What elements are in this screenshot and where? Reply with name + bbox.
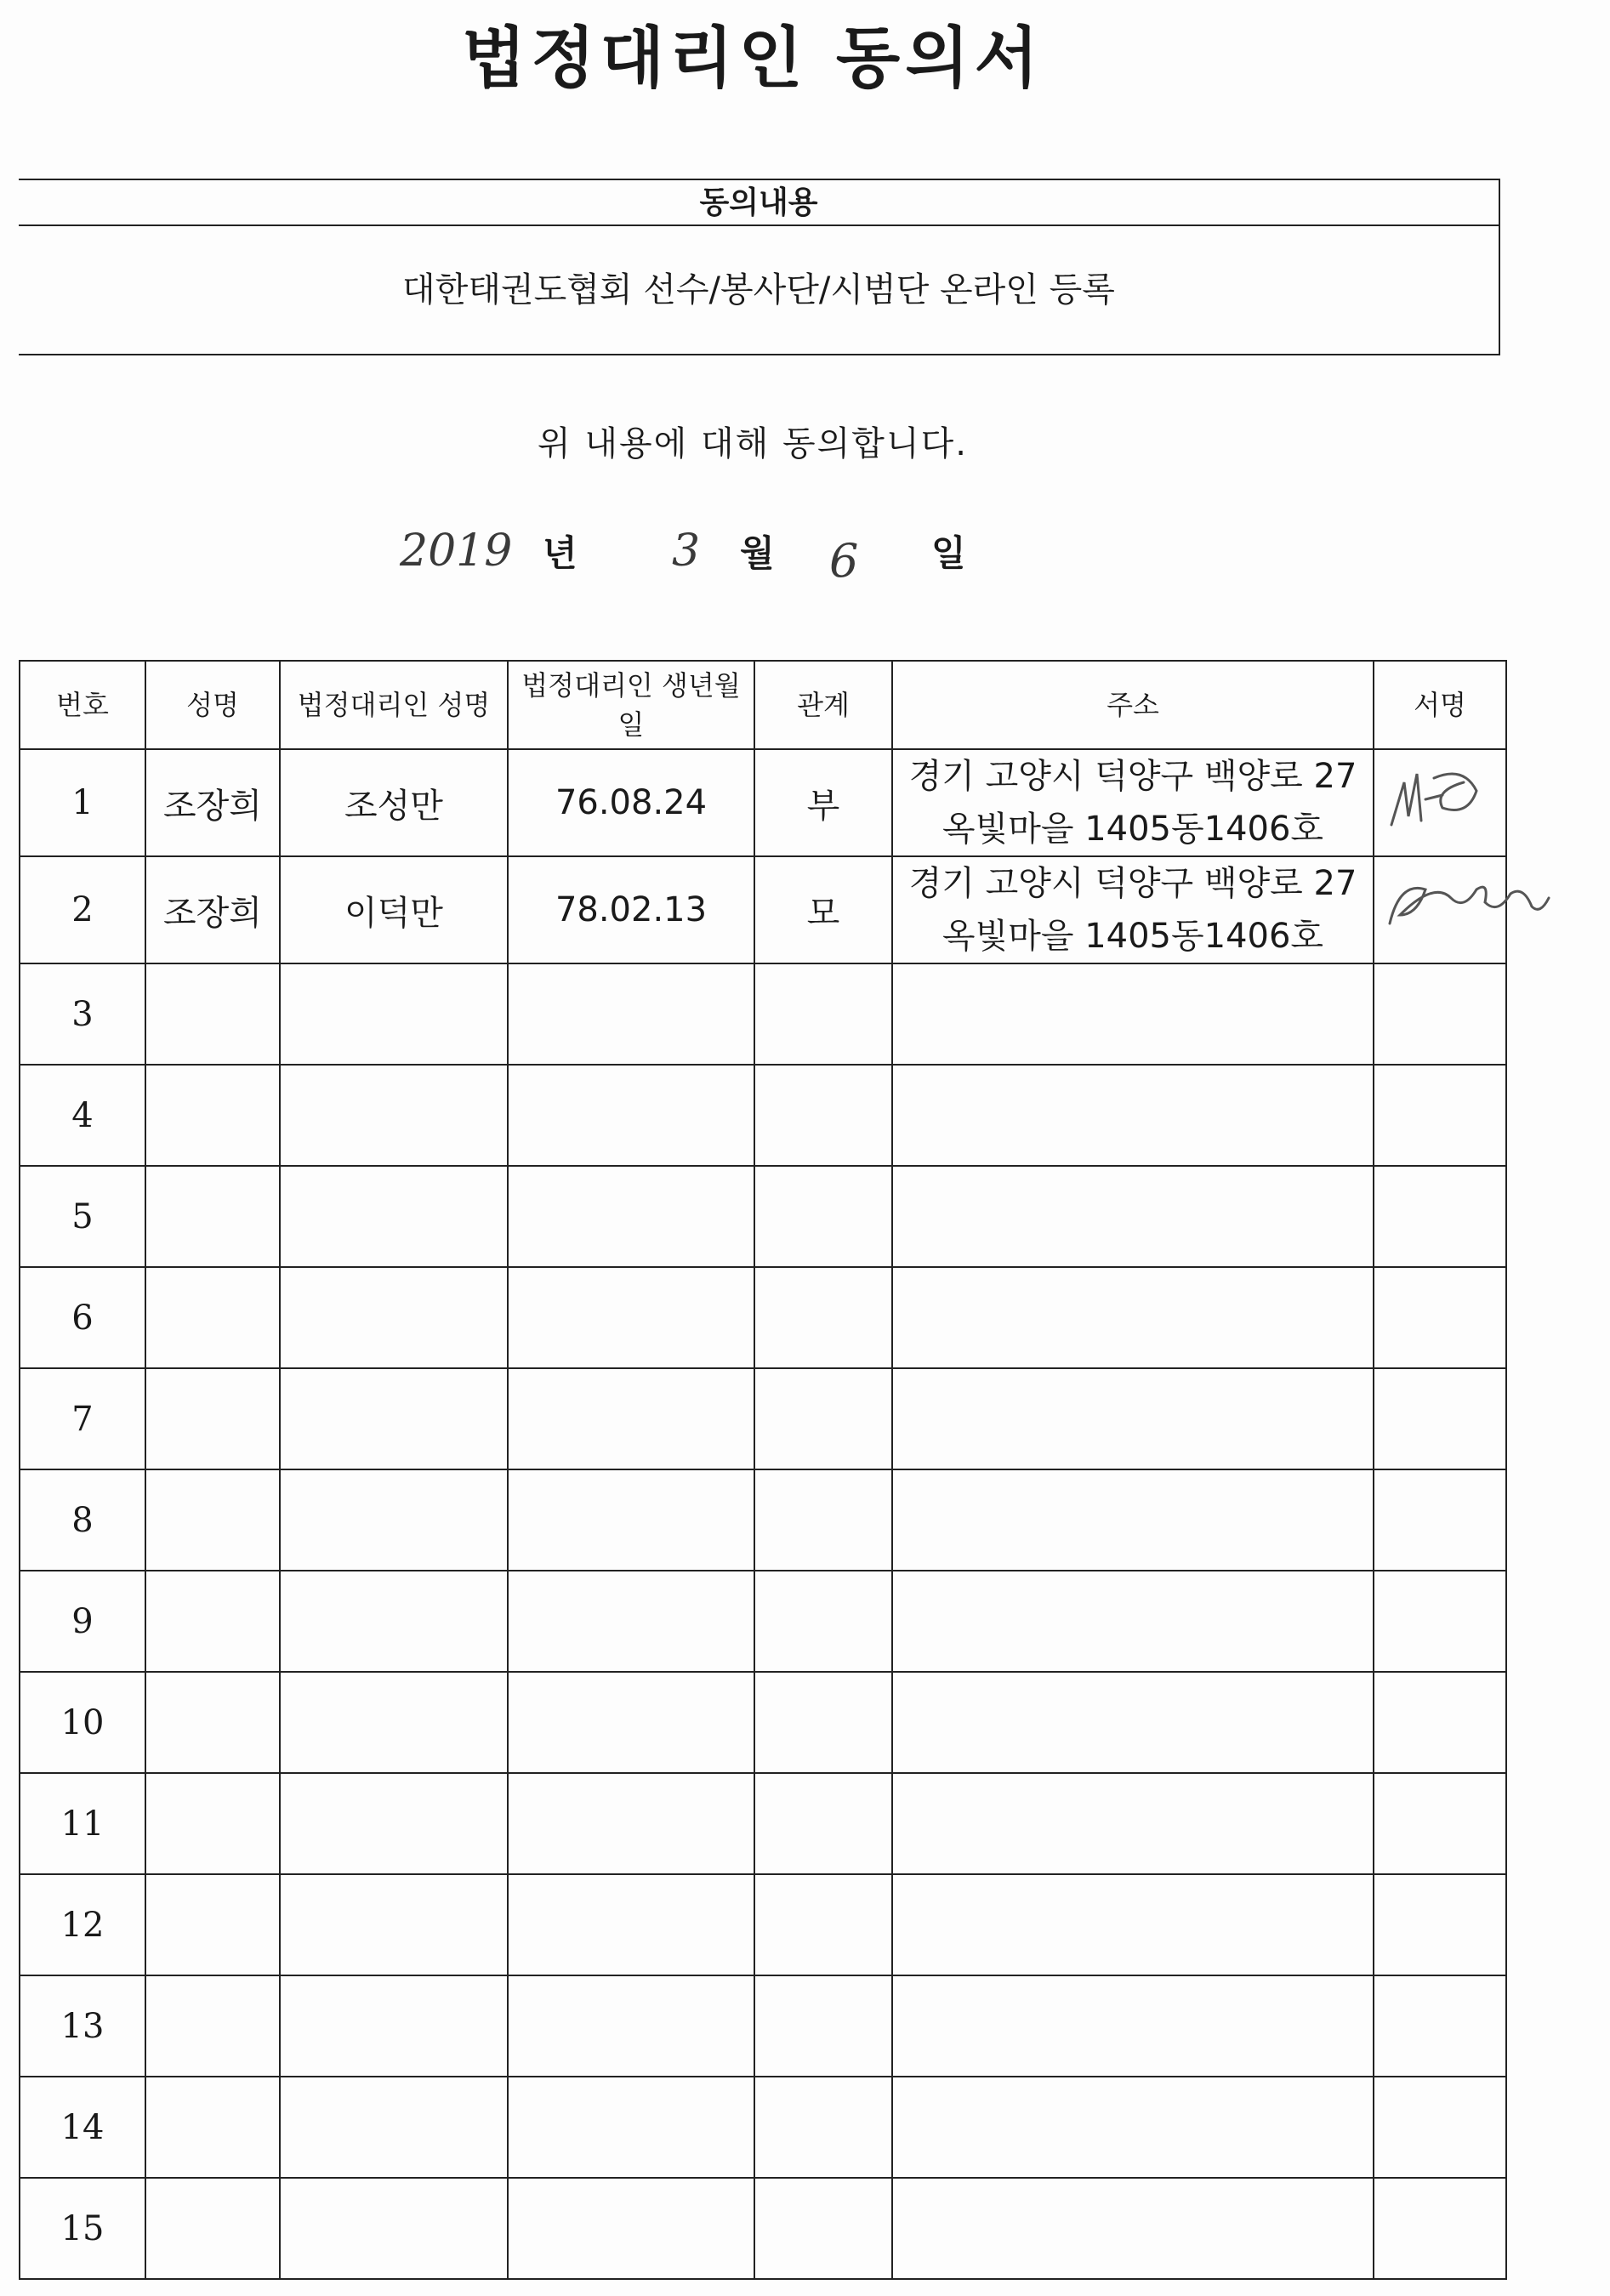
cell-number: 9 [20,1571,145,1672]
cell-guardian-name: 조성만 [280,749,508,856]
date-day: 6 [829,534,859,588]
cell-number: 10 [20,1672,145,1773]
cell-relation: 부 [754,749,892,856]
cell-guardian-birth [508,1773,754,1874]
cell-name [145,1773,280,1874]
cell-name [145,2178,280,2279]
cell-guardian-birth [508,1975,754,2077]
cell-signature [1374,1469,1506,1571]
cell-signature [1374,2178,1506,2279]
cell-number: 1 [20,749,145,856]
cell-name [145,1368,280,1469]
header-relation: 관계 [754,661,892,749]
handwritten-signature [1383,757,1553,842]
cell-number: 4 [20,1065,145,1166]
header-name: 성명 [145,661,280,749]
cell-name [145,1672,280,1773]
table-row [20,2178,1506,2279]
cell-name: 조장희 [145,749,280,856]
cell-number: 5 [20,1166,145,1267]
cell-relation [754,1874,892,1975]
cell-guardian-name [280,1874,508,1975]
cell-address [892,1267,1374,1368]
cell-guardian-name [280,1065,508,1166]
header-guardian-birth: 법정대리인 생년월일 [508,661,754,749]
table-row [20,856,1506,963]
cell-address [892,1672,1374,1773]
cell-address [892,1571,1374,1672]
cell-guardian-name [280,1469,508,1571]
cell-name [145,1571,280,1672]
cell-guardian-birth: 78.02.13 [508,856,754,963]
table-row [20,963,1506,1065]
header-guardian-name: 법정대리인 성명 [280,661,508,749]
cell-relation [754,2178,892,2279]
cell-signature [1374,1267,1506,1368]
cell-relation [754,1065,892,1166]
cell-name [145,963,280,1065]
cell-guardian-name [280,1773,508,1874]
cell-relation: 모 [754,856,892,963]
cell-signature [1374,1773,1506,1874]
cell-number: 15 [20,2178,145,2279]
cell-number: 7 [20,1368,145,1469]
cell-number: 6 [20,1267,145,1368]
consent-box [19,179,1500,355]
cell-signature [1374,749,1506,856]
cell-address [892,2077,1374,2178]
cell-guardian-birth [508,963,754,1065]
cell-guardian-name [280,1267,508,1368]
table-row [20,1368,1506,1469]
cell-guardian-birth [508,2077,754,2178]
cell-number: 2 [20,856,145,963]
table-row [20,1773,1506,1874]
cell-address [892,1368,1374,1469]
cell-signature [1374,1166,1506,1267]
cell-guardian-name [280,1571,508,1672]
cell-guardian-birth [508,1469,754,1571]
cell-signature [1374,1571,1506,1672]
cell-relation [754,1368,892,1469]
table-row [20,1874,1506,1975]
header-signature: 서명 [1374,661,1506,749]
cell-signature [1374,2077,1506,2178]
cell-address [892,1874,1374,1975]
handwritten-signature [1383,864,1553,949]
table-row [20,1065,1506,1166]
cell-signature [1374,1065,1506,1166]
cell-relation [754,2077,892,2178]
date-month: 3 [672,526,701,577]
cell-number: 12 [20,1874,145,1975]
cell-name [145,1975,280,2077]
table-row [20,1267,1506,1368]
cell-name [145,1469,280,1571]
cell-number: 11 [20,1773,145,1874]
cell-guardian-birth: 76.08.24 [508,749,754,856]
consent-body: 대한태권도협회 선수/봉사단/시범단 온라인 등록 [402,270,1115,310]
cell-name [145,1065,280,1166]
date-month-label: 월 [740,532,775,574]
cell-guardian-name [280,1975,508,2077]
cell-number: 3 [20,963,145,1065]
cell-signature [1374,963,1506,1065]
cell-signature [1374,1368,1506,1469]
agreement-text: 위 내용에 대해 동의합니다. [538,424,968,463]
cell-signature [1374,1672,1506,1773]
header-address: 주소 [892,661,1374,749]
header-number: 번호 [20,661,145,749]
cell-address [892,1065,1374,1166]
cell-address [892,963,1374,1065]
cell-guardian-birth [508,1874,754,1975]
cell-name [145,2077,280,2178]
cell-guardian-birth [508,1571,754,1672]
cell-relation [754,1267,892,1368]
cell-address [892,2178,1374,2279]
cell-guardian-name [280,2178,508,2279]
cell-name [145,1267,280,1368]
cell-relation [754,1975,892,2077]
cell-guardian-name: 이덕만 [280,856,508,963]
guardian-table [19,660,1507,2280]
table-row [20,1672,1506,1773]
cell-guardian-birth [508,1065,754,1166]
date-year-label: 년 [543,532,577,574]
cell-address: 경기 고양시 덕양구 백양로 27 옥빛마을 1405동1406호 [892,856,1374,963]
table-row [20,1469,1506,1571]
date-year: 2019 [400,526,513,577]
cell-address [892,1773,1374,1874]
cell-signature [1374,1975,1506,2077]
cell-guardian-birth [508,1267,754,1368]
cell-guardian-name [280,1672,508,1773]
cell-number: 14 [20,2077,145,2178]
cell-relation [754,1571,892,1672]
cell-guardian-name [280,2077,508,2178]
cell-guardian-birth [508,2178,754,2279]
consent-header: 동의내용 [19,180,1499,226]
cell-signature [1374,856,1506,963]
document-title: 법정대리인 동의서 [462,20,1044,97]
cell-relation [754,1469,892,1571]
table-row [20,1571,1506,1672]
cell-guardian-name [280,1368,508,1469]
table-row [20,1166,1506,1267]
cell-guardian-name [280,1166,508,1267]
cell-address [892,1166,1374,1267]
cell-guardian-birth [508,1368,754,1469]
cell-relation [754,963,892,1065]
table-row [20,1975,1506,2077]
table-row [20,2077,1506,2178]
cell-name [145,1874,280,1975]
cell-name [145,1166,280,1267]
cell-address [892,1975,1374,2077]
cell-relation [754,1166,892,1267]
cell-address [892,1469,1374,1571]
cell-guardian-name [280,963,508,1065]
cell-number: 13 [20,1975,145,2077]
table-row [20,749,1506,856]
cell-relation [754,1672,892,1773]
table-header-row [20,661,1506,749]
date-day-label: 일 [931,532,966,574]
cell-guardian-birth [508,1672,754,1773]
cell-relation [754,1773,892,1874]
cell-guardian-birth [508,1166,754,1267]
cell-number: 8 [20,1469,145,1571]
cell-name: 조장희 [145,856,280,963]
cell-signature [1374,1874,1506,1975]
cell-address: 경기 고양시 덕양구 백양로 27 옥빛마을 1405동1406호 [892,749,1374,856]
